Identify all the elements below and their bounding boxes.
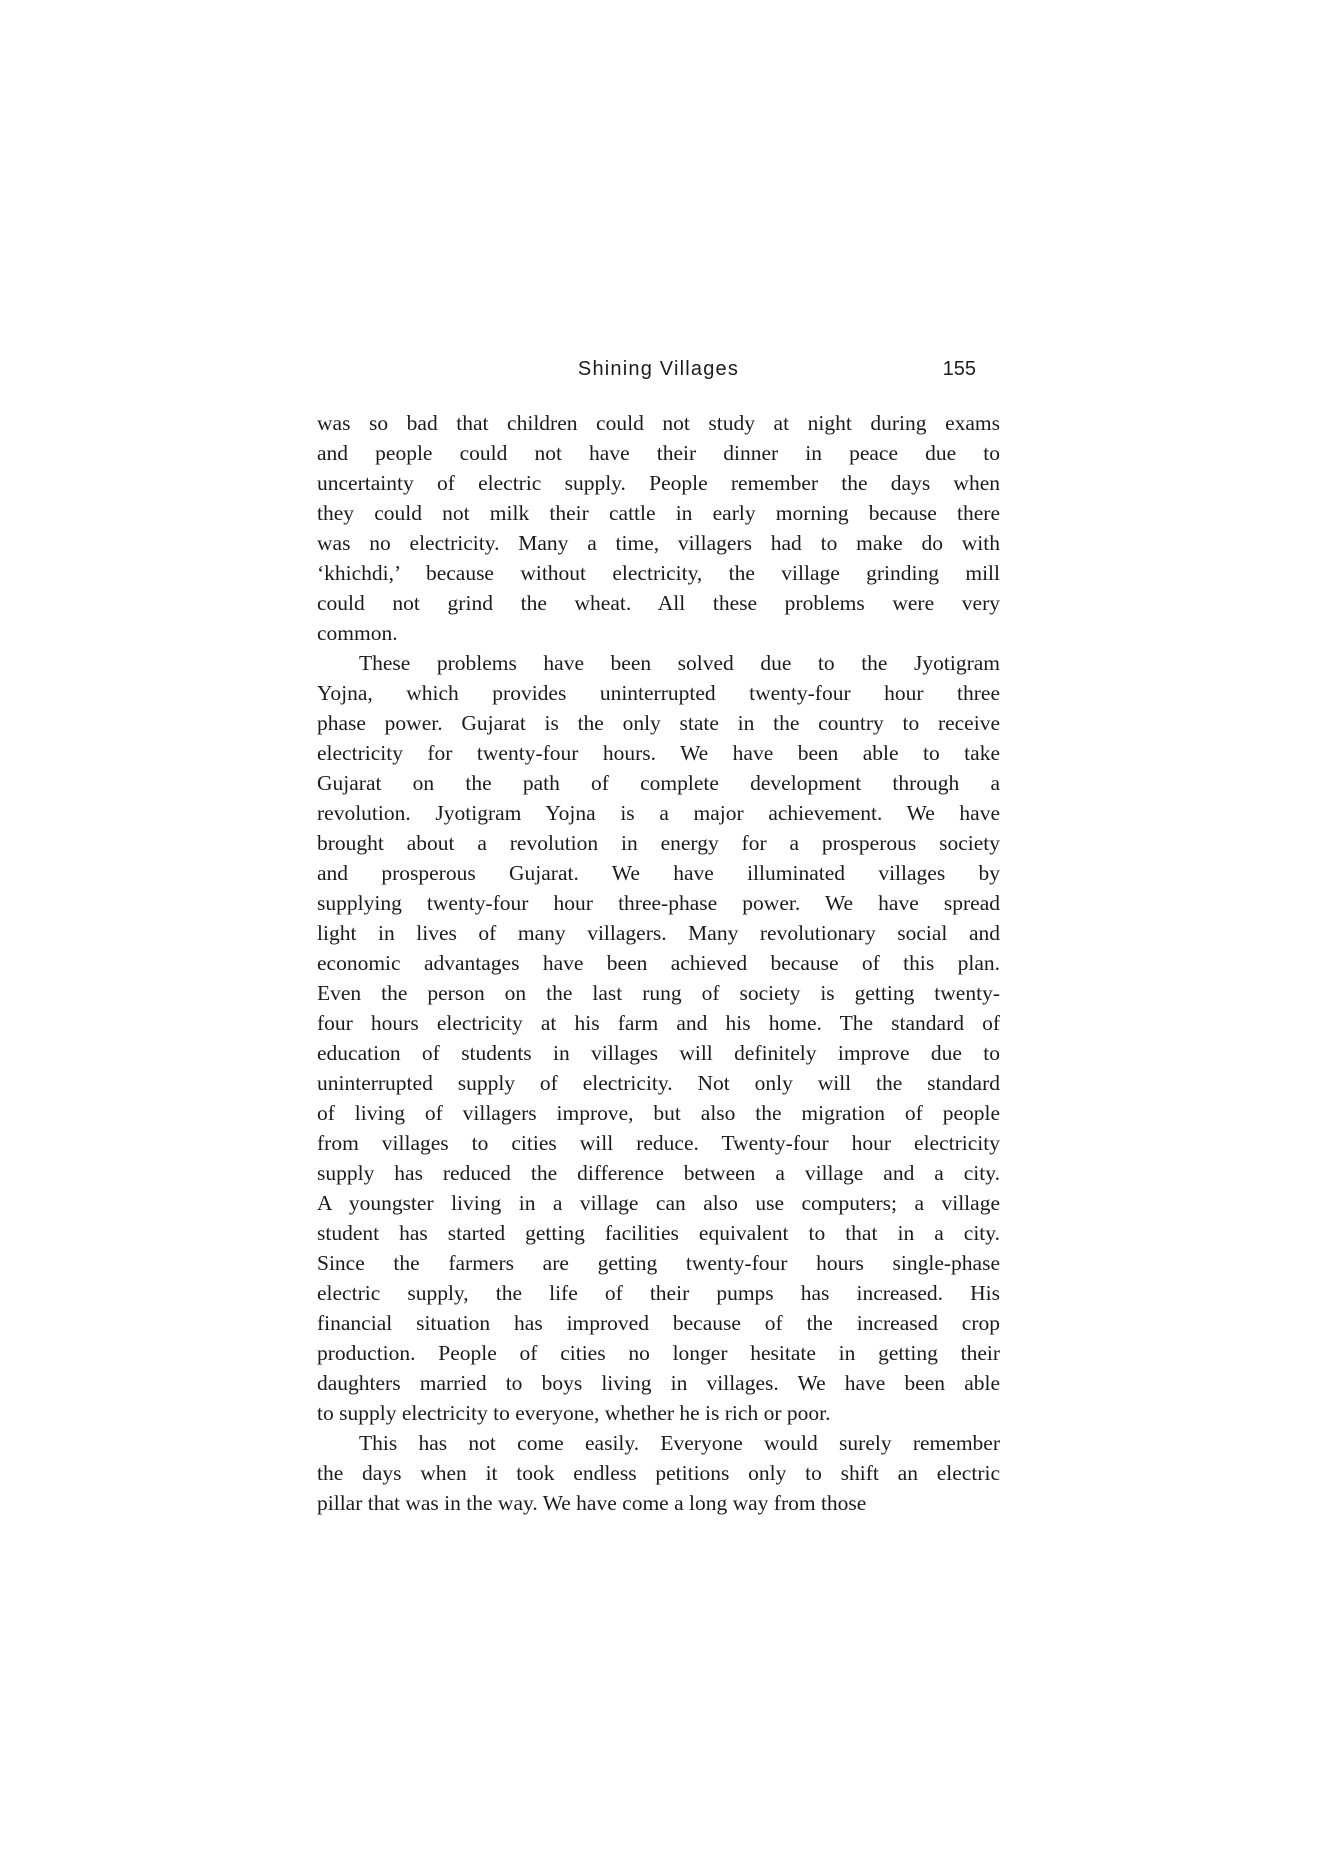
text-column [317,358,1000,1518]
text-line: they could not milk their cattle in early morning because there [317,501,1000,525]
chapter-title: Shining Villages [577,358,740,380]
text-line: This has not come easily. Everyone would surely remember [359,1431,1000,1455]
text-line: These problems have been solved due to the Jyotigram [359,651,1000,675]
text-line: supply has reduced the difference between a village and a city. [317,1161,1000,1185]
text-line: ‘khichdi,’ because without electricity, the village grinding mill [317,561,1000,585]
text-line: was no electricity. Many a time, villagers had to make do with [317,531,1000,555]
text-line: supplying twenty-four hour three-phase power. We have spread [317,891,1000,915]
text-line: pillar that was in the way. We have come a long way from those [317,1491,867,1515]
text-line: education of students in villages will definitely improve due to [317,1041,1000,1065]
text-line: of living of villagers improve, but also the migration of people [317,1101,1000,1125]
text-line: to supply electricity to everyone, whether he is rich or poor. [317,1401,831,1425]
paragraph [317,648,1000,1428]
text-line: electric supply, the life of their pumps has increased. His [317,1281,1000,1305]
text-line: uncertainty of electric supply. People remember the days when [317,471,1000,495]
text-line: Since the farmers are getting twenty-four hours single-phase [317,1251,1000,1275]
text-line: Even the person on the last rung of society is getting twenty- [317,981,1000,1005]
text-line: common. [317,621,398,645]
text-line: four hours electricity at his farm and his home. The standard of [317,1011,1000,1035]
text-line: the days when it took endless petitions only to shift an electric [317,1461,1000,1485]
text-line: uninterrupted supply of electricity. Not only will the standard [317,1071,1000,1095]
body-text [317,408,1000,1518]
text-line: electricity for twenty-four hours. We have been able to take [317,741,1000,765]
page-number: 155 [942,358,976,380]
text-line: and people could not have their dinner in peace due to [317,441,1000,465]
text-line: brought about a revolution in energy for a prosperous society [317,831,1000,855]
text-line: was so bad that children could not study at night during exams [317,411,1000,435]
text-line: and prosperous Gujarat. We have illuminated villages by [317,861,1000,885]
text-line: daughters married to boys living in villages. We have been able [317,1371,1000,1395]
text-line: production. People of cities no longer hesitate in getting their [317,1341,1000,1365]
paragraph [317,1428,1000,1518]
text-line: Gujarat on the path of complete development through a [317,771,1000,795]
paragraph [317,408,1000,648]
running-header [317,358,1000,384]
text-line: could not grind the wheat. All these problems were very [317,591,1000,615]
text-line: Yojna, which provides uninterrupted twenty-four hour three [317,681,1000,705]
text-line: phase power. Gujarat is the only state in the country to receive [317,711,1000,735]
text-line: economic advantages have been achieved because of this plan. [317,951,1000,975]
text-line: A youngster living in a village can also use computers; a village [317,1191,1000,1215]
text-line: student has started getting facilities equivalent to that in a city. [317,1221,1000,1245]
text-line: light in lives of many villagers. Many revolutionary social and [317,921,1000,945]
text-line: from villages to cities will reduce. Twenty-four hour electricity [317,1131,1000,1155]
text-line: revolution. Jyotigram Yojna is a major achievement. We have [317,801,1000,825]
text-line: financial situation has improved because of the increased crop [317,1311,1000,1335]
